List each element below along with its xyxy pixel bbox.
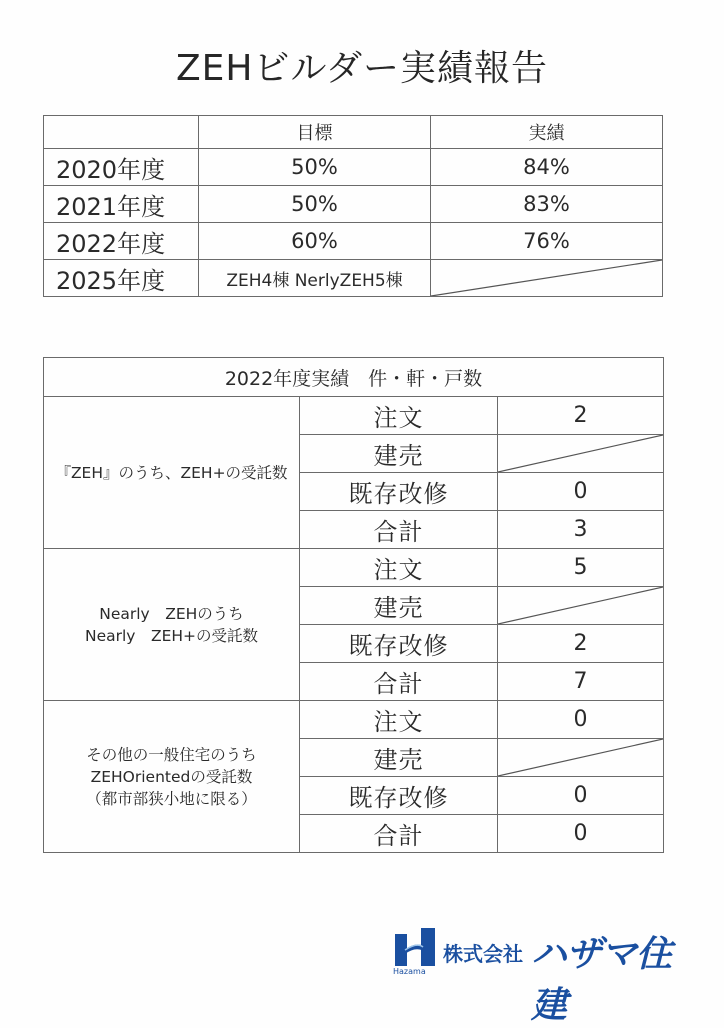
detail-caption: 2022年度実績 件・軒・戸数 (44, 358, 664, 397)
summary-header-target: 目標 (199, 116, 431, 149)
value-cell-empty (498, 587, 664, 625)
group-label (44, 397, 300, 549)
company-name: ハザマ住建 (531, 934, 672, 1026)
target-cell: 60% (199, 223, 431, 260)
group-label-line: 『ZEH』のうち、ZEH+の受託数 (55, 463, 288, 482)
value-cell: 0 (498, 777, 664, 815)
table-row (44, 549, 664, 587)
group-label-line: その他の一般住宅のうち (86, 745, 257, 764)
diagonal-slash-icon (431, 260, 662, 296)
value-cell: 7 (498, 663, 664, 701)
target-cell: 50% (199, 149, 431, 186)
group-label-line: Nearly ZEHのうち (99, 604, 244, 623)
value-cell: 2 (498, 397, 664, 435)
value-cell: 3 (498, 511, 664, 549)
kind-cell: 合計 (300, 815, 498, 853)
value-cell: 2 (498, 625, 664, 663)
value-cell: 0 (498, 473, 664, 511)
company-prefix: 株式会社 (443, 942, 523, 966)
summary-table (43, 115, 663, 297)
value-cell-empty (498, 435, 664, 473)
kind-cell: 建売 (300, 435, 498, 473)
hazama-h-logo-icon (393, 928, 437, 972)
value-cell: 0 (498, 701, 664, 739)
year-cell: 2020年度 (44, 149, 199, 186)
table-row (44, 186, 663, 223)
group-label-line: Nearly ZEH+の受託数 (84, 626, 259, 645)
kind-cell: 既存改修 (300, 777, 498, 815)
kind-cell: 建売 (300, 587, 498, 625)
diagonal-slash-icon (498, 587, 663, 624)
group-label-line: ZEHOrientedの受託数 (90, 767, 253, 786)
kind-cell: 既存改修 (300, 625, 498, 663)
year-cell: 2021年度 (44, 186, 199, 223)
kind-cell: 合計 (300, 663, 498, 701)
detail-caption-row (44, 358, 664, 397)
kind-cell: 合計 (300, 511, 498, 549)
group-label (44, 701, 300, 853)
kind-cell: 注文 (300, 397, 498, 435)
table-row (44, 260, 663, 297)
detail-table (43, 357, 664, 853)
summary-header-blank (44, 116, 199, 149)
summary-header-actual: 実績 (431, 116, 663, 149)
diagonal-slash-icon (498, 739, 663, 776)
group-label-line: （都市部狭小地に限る） (86, 789, 257, 808)
company-logo (393, 928, 693, 1026)
actual-cell: 83% (431, 186, 663, 223)
target-cell: 50% (199, 186, 431, 223)
summary-header-row (44, 116, 663, 149)
kind-cell: 注文 (300, 549, 498, 587)
actual-cell-empty (431, 260, 663, 297)
table-row (44, 701, 664, 739)
group-label (44, 549, 300, 701)
value-cell: 0 (498, 815, 664, 853)
page-title: ZEHビルダー実績報告 (175, 48, 549, 89)
actual-cell: 84% (431, 149, 663, 186)
table-row (44, 223, 663, 260)
year-cell: 2022年度 (44, 223, 199, 260)
logo-mark-text: Hazama (393, 967, 426, 976)
diagonal-slash-icon (498, 435, 663, 472)
actual-cell: 76% (431, 223, 663, 260)
kind-cell: 既存改修 (300, 473, 498, 511)
table-row (44, 397, 664, 435)
kind-cell: 注文 (300, 701, 498, 739)
kind-cell: 建売 (300, 739, 498, 777)
value-cell-empty (498, 739, 664, 777)
year-cell: 2025年度 (44, 260, 199, 297)
table-row (44, 149, 663, 186)
value-cell: 5 (498, 549, 664, 587)
target-cell: ZEH4棟 NerlyZEH5棟 (199, 260, 431, 297)
